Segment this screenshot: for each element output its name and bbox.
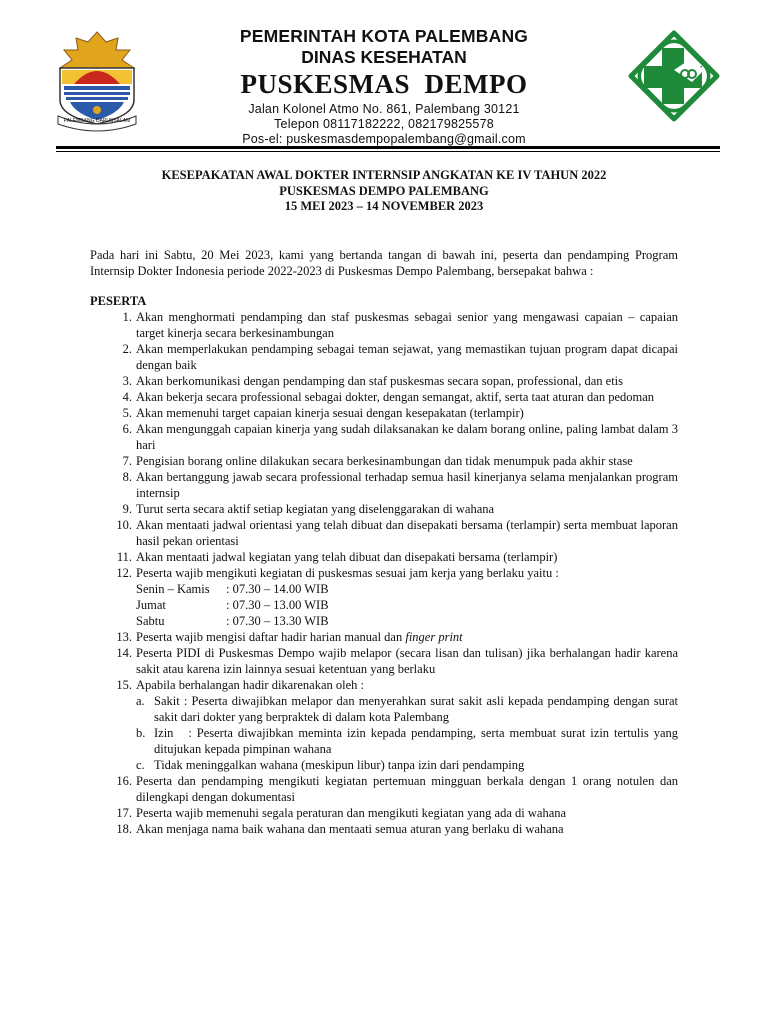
agreement-list [90,309,682,837]
phone: Telepon 08117182222, 082179825578 [274,117,494,131]
item-text: Peserta wajib mengisi daftar hadir harian manual dan [136,630,406,644]
item-text: Peserta dan pendamping mengikuti kegiatan pertemuan mingguan berkala dengan 1 orang notulen dan dilengkapi dengan dokumentasi [136,774,678,804]
item-text: Akan mengunggah capaian kinerja yang sudah dilaksanakan ke dalam borang online, paling lambat dalam 3 hari [136,422,678,452]
list-item [90,421,678,453]
list-item [90,645,678,677]
sub-list-item [136,757,678,773]
letterhead-rule-thin [56,151,720,152]
list-item [90,821,678,837]
document-title [90,168,678,215]
title-line-1: KESEPAKATAN AWAL DOKTER INTERNSIP ANGKATAN KE IV TAHUN 2022 [161,168,607,182]
emblem-ribbon-text: PALEMBANG DARUSSALAM [63,118,131,124]
item-text: Akan menjaga nama baik wahana dan mentaati semua aturan yang berlaku di wahana [136,822,564,836]
letterhead-rule-thick [56,146,720,149]
sub-item-text: Sakit : Peserta diwajibkan melapor dan menyerahkan surat sakit asli kepada pendamping dengan surat sakit dari dokter yang berpraktek di dalam kota Palembang [154,694,678,724]
item-number: 18. [116,822,132,836]
palembang-city-emblem-icon [52,28,142,132]
item-text: Peserta wajib memenuhi segala peraturan dan mengikuti kegiatan yang ada di wahana [136,806,567,820]
item-text: Pengisian borang online dilakukan secara berkesinambungan dan tidak menumpuk pada akhir stase [136,454,633,468]
item-number: 8. [122,470,132,484]
sub-item-text: Tidak meninggalkan wahana (meskipun libur) tanpa izin dari pendamping [154,758,525,772]
item-number: 7. [122,454,132,468]
item-number: 4. [122,390,132,404]
letterhead [150,26,618,147]
item-number: 5. [122,406,132,420]
schedule-day: Jumat [136,598,166,612]
address: Jalan Kolonel Atmo No. 861, Palembang 30121 [248,102,520,116]
item-number: 13. [116,630,132,644]
list-item [90,805,678,821]
item-text: Akan menghormati pendamping dan staf puskesmas sebagai senior yang mengawasi capaian – capaian target kinerja secara berkesinambungan [136,310,678,340]
item-number: 6. [122,422,132,436]
document-body [90,247,682,837]
government-name: PEMERINTAH KOTA PALEMBANG [239,26,529,46]
puskesmas-cross-logo-icon [628,30,720,122]
sub-list-item [136,725,682,757]
item-number: 15. [116,678,132,692]
sub-list-item [136,693,678,725]
sub-item-letter: b. [136,726,146,740]
list-item [90,773,678,805]
item-number: 16. [116,774,132,788]
list-item [90,565,678,629]
item-text: Akan mentaati jadwal orientasi yang telah dibuat dan disepakati bersama (terlampir) serta membuat laporan hasil pekan orientasi [136,518,678,548]
item-text: Akan mentaati jadwal kegiatan yang telah dibuat dan disepakati bersama (terlampir) [136,550,558,564]
sub-item-text: Izin : Peserta diwajibkan meminta izin kepada pendamping, serta membuat surat izin tertulis yang ditujukan kepada pimpinan wahana [154,726,682,756]
email: Pos-el: puskesmasdempopalembang@gmail.com [242,132,526,146]
item-number: 1. [122,310,132,324]
item-text: Peserta PIDI di Puskesmas Dempo wajib melapor (secara lisan dan tulisan) jika berhalangan hadir karena sakit atau karena izin lainnya sesuai ketentuan yang berlaku [136,646,678,676]
schedule-time: : 07.30 – 14.00 WIB [226,582,329,596]
sub-item-letter: c. [136,758,145,772]
schedule-time: : 07.30 – 13.30 WIB [226,614,329,628]
title-line-2: PUSKESMAS DEMPO PALEMBANG [279,183,489,198]
department-name: DINAS KESEHATAN [301,47,467,67]
item-emphasis: finger print [405,630,463,644]
item-number: 14. [116,646,132,660]
item-number: 17. [116,806,132,820]
list-item [90,501,678,517]
schedule-row [136,581,678,597]
list-item [90,677,682,773]
list-item [90,405,678,421]
item-text: Akan bekerja secara professional sebagai dokter, dengan semangat, aktif, serta taat aturan dan pedoman [136,390,655,404]
list-item [90,629,678,645]
item-number: 9. [122,502,132,516]
item-number: 11. [116,550,132,564]
section-title: PESERTA [90,294,147,308]
item-text: Turut serta secara aktif setiap kegiatan yang diselenggarakan di wahana [136,502,495,516]
item-number: 10. [116,518,132,532]
item-number: 2. [122,342,132,356]
list-item [90,517,678,549]
item-number: 12. [116,566,132,580]
item-text: Akan bertanggung jawab secara professional terhadap semua hasil kinerjanya selama menjalankan program internsip [136,470,678,500]
item-number: 3. [122,374,132,388]
schedule-day: Sabtu [136,614,165,628]
item-text: Akan memenuhi target capaian kinerja sesuai dengan kesepakatan (terlampir) [136,406,524,420]
sub-item-letter: a. [136,694,145,708]
item-text: Peserta wajib mengikuti kegiatan di puskesmas sesuai jam kerja yang berlaku yaitu : [136,566,559,580]
schedule-row [136,613,678,629]
list-item [90,341,678,373]
list-item [90,469,678,501]
schedule-day: Senin – Kamis [136,582,210,596]
absence-reasons-list [136,693,682,773]
list-item [90,309,678,341]
intro-paragraph: Pada hari ini Sabtu, 20 Mei 2023, kami yang bertanda tangan di bawah ini, peserta dan pendamping Program Internsip Dokter Indonesia periode 2022-2023 di Puskesmas Dempo Palembang, bersepakat bahwa : [90,248,678,278]
list-item [90,453,678,469]
schedule-time: : 07.30 – 13.00 WIB [226,598,329,612]
item-text: Akan berkomunikasi dengan pendamping dan staf puskesmas secara sopan, professional, dan etis [136,374,624,388]
item-text: Akan memperlakukan pendamping sebagai teman sejawat, yang memastikan tujuan program dapat dicapai dengan baik [136,342,678,372]
title-line-3: 15 MEI 2023 – 14 NOVEMBER 2023 [284,199,484,213]
list-item [90,549,678,565]
list-item [90,373,678,389]
schedule-row [136,597,678,613]
work-schedule [136,581,678,629]
item-text: Apabila berhalangan hadir dikarenakan oleh : [136,678,365,692]
list-item [90,389,678,405]
institution-name: PUSKESMAS DEMPO [240,69,528,99]
